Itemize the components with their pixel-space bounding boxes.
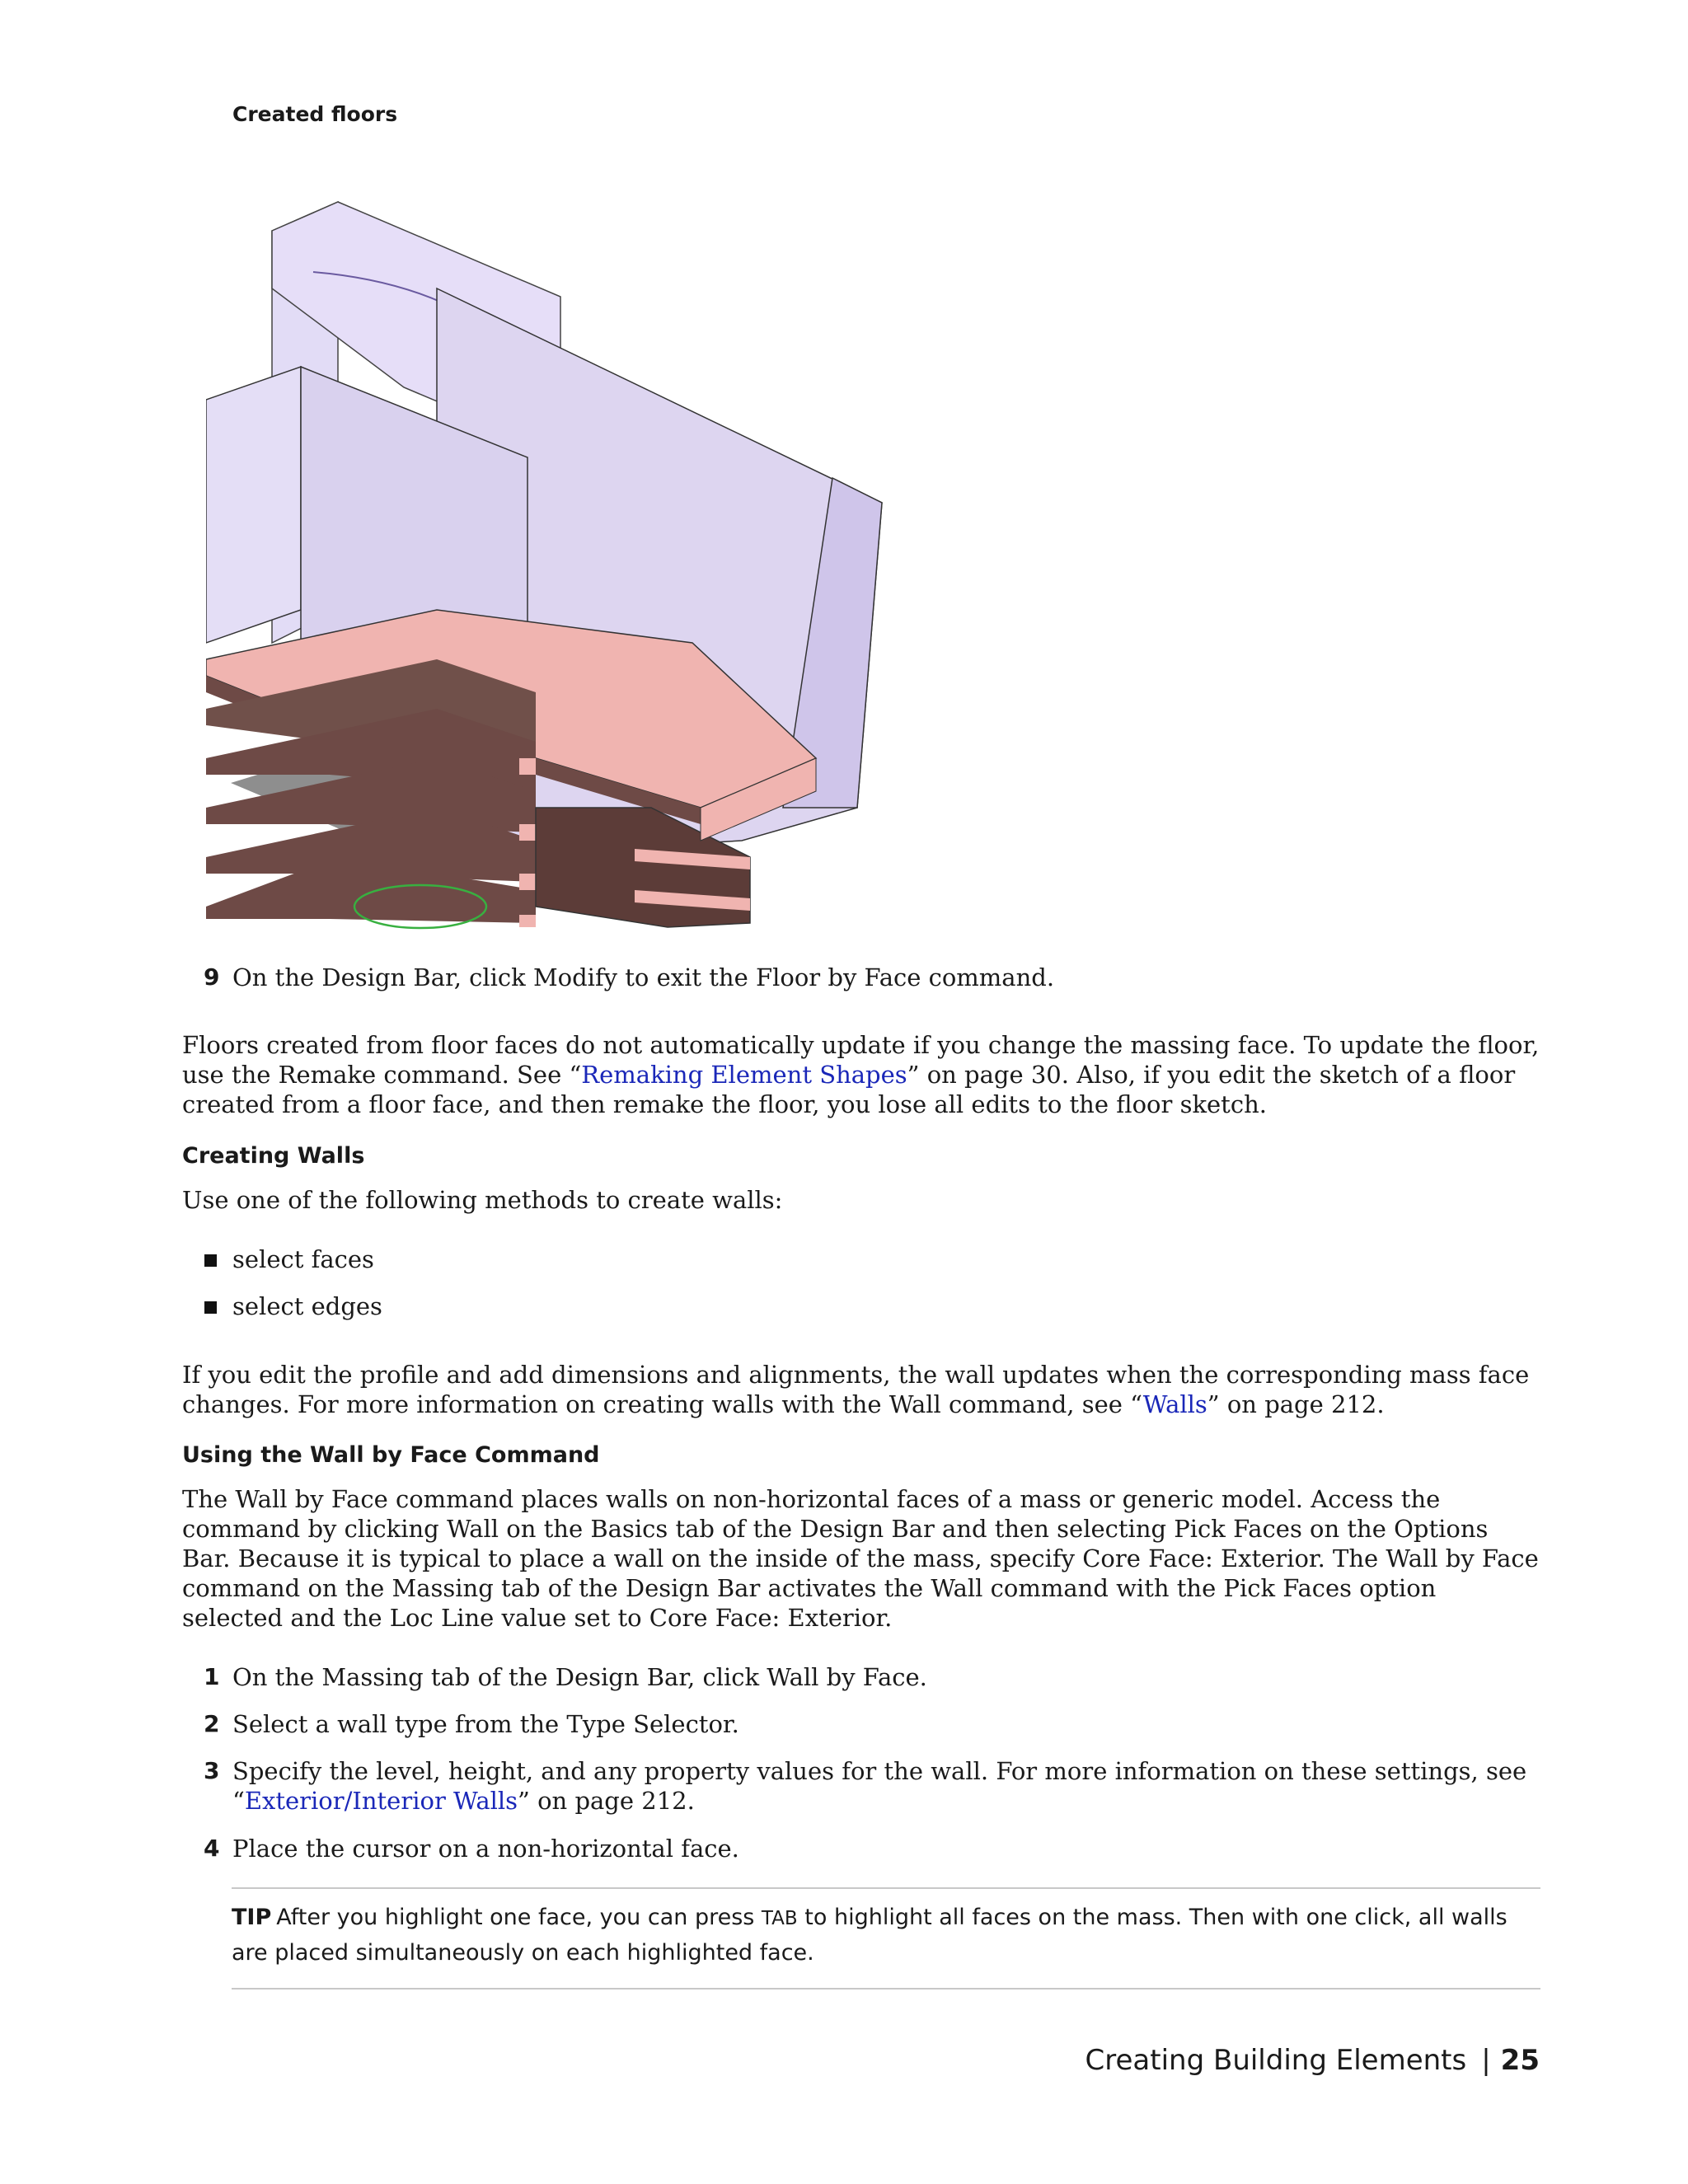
tip-label: TIP: [232, 1905, 272, 1930]
step-number: 9: [204, 963, 220, 991]
step-4: [182, 1834, 1542, 1863]
bullet-select-faces: [182, 1244, 1542, 1274]
step-1: [182, 1662, 1542, 1692]
profile-paragraph: [182, 1360, 1542, 1419]
step-text: Place the cursor on a non-horizontal face.: [232, 1835, 739, 1863]
step-text: Select a wall type from the Type Selector.: [232, 1710, 739, 1738]
footer-separator: |: [1481, 2044, 1491, 2077]
step-text: On the Massing tab of the Design Bar, click Wall by Face.: [232, 1663, 927, 1691]
step-number: 3: [204, 1757, 220, 1784]
chapter-title: Creating Building Elements: [1085, 2044, 1467, 2077]
left-tower: [206, 367, 301, 643]
walls-link[interactable]: Walls: [1142, 1390, 1207, 1418]
step-2: [182, 1709, 1542, 1739]
floors-paragraph: [182, 1030, 1542, 1119]
step-number: 1: [204, 1663, 220, 1690]
creating-walls-heading: Creating Walls: [182, 1143, 365, 1169]
tip-text-after: to highlight all faces on the mass. Then with one click, all walls are placed simultaneously on each highlighted face.: [232, 1905, 1507, 1966]
exterior-interior-walls-link[interactable]: Exterior/Interior Walls: [244, 1787, 518, 1815]
tip-bottom-rule: [232, 1988, 1540, 1990]
step-text: On the Design Bar, click Modify to exit the Floor by Face command.: [232, 963, 1055, 991]
step-3: [182, 1756, 1542, 1816]
wall-by-face-paragraph: The Wall by Face command places walls on non-horizontal faces of a mass or generic model. Access the command by clicking Wall on the Basics tab of the Design Bar and then selecting Pick Faces on the Options Bar. Because it is typical to place a wall on the inside of the mass, specify Core Face: Exterior. The Wall by Face command on the Massing tab of the Design Bar activates the Wall command with the Pick Faces option selected and the Loc Line value set to Core Face: Exterior.: [182, 1485, 1539, 1632]
tip-box: [232, 1900, 1542, 1970]
page-footer: [1085, 2044, 1540, 2077]
profile-text-before: If you edit the profile and add dimensions and alignments, the wall updates when the corresponding mass face changes. For more information on creating walls with the Wall command, see “: [182, 1361, 1530, 1418]
step-number: 4: [204, 1835, 220, 1862]
remaking-element-shapes-link[interactable]: Remaking Element Shapes: [581, 1061, 907, 1089]
step-number: 2: [204, 1710, 220, 1737]
bullet-marker: [204, 1301, 217, 1314]
created-floors-illustration: [206, 181, 915, 940]
creating-walls-intro: Use one of the following methods to create walls:: [182, 1186, 783, 1214]
profile-text-after: ” on page 212.: [1207, 1390, 1385, 1418]
bullet-text: select faces: [232, 1245, 374, 1273]
tip-text-before: After you highlight one face, you can press: [276, 1905, 762, 1930]
bullet-select-edges: [182, 1291, 1542, 1321]
page-number: 25: [1500, 2044, 1540, 2077]
bullet-text: select edges: [232, 1292, 382, 1320]
tab-key: TAB: [761, 1908, 798, 1929]
tip-top-rule: [232, 1887, 1540, 1889]
figure-caption: Created floors: [232, 102, 398, 126]
floors-text-before: Floors created from floor faces do not automatically update if you change the massing face. To update the floor, use the Remake command. See “: [182, 1031, 1540, 1089]
wall-by-face-heading: Using the Wall by Face Command: [182, 1442, 600, 1468]
bullet-marker: [204, 1254, 217, 1267]
step-text: Specify the level, height, and any property values for the wall. For more information on these settings, see “Exterior/Interior Walls” on page 212.: [232, 1757, 1527, 1815]
step-9: [182, 963, 1542, 992]
floors-text-after: ” on page 30. Also, if you edit the sketch of a floor created from a floor face, and then remake the floor, you lose all edits to the floor sketch.: [182, 1061, 1516, 1118]
